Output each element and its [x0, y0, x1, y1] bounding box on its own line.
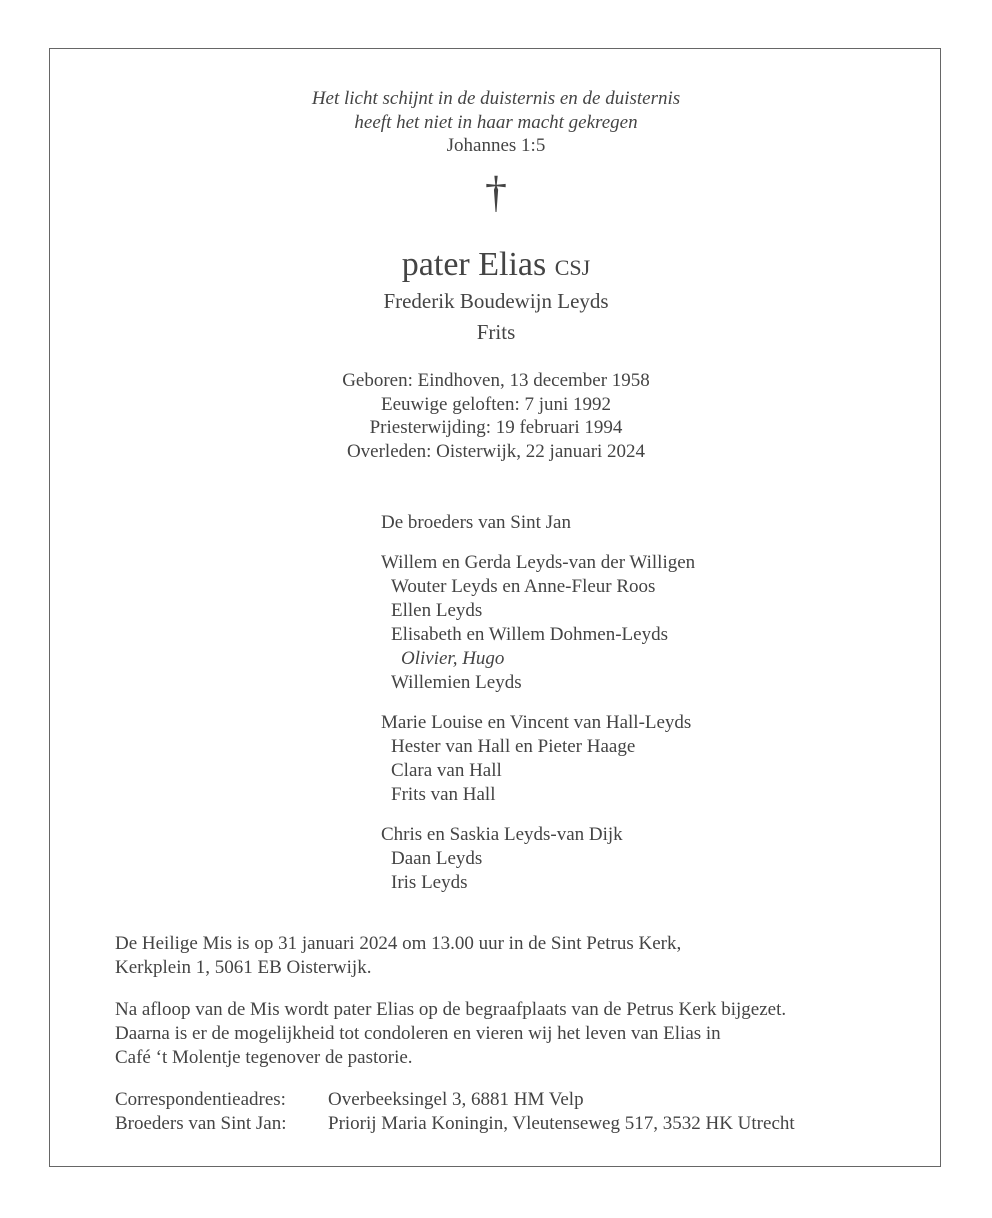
date-line: Geboren: Eindhoven, 13 december 1958	[342, 370, 650, 391]
nickname: Frits	[476, 320, 516, 344]
family-member: Chris en Saskia Leyds-van Dijk	[381, 824, 623, 845]
family-member: Clara van Hall	[391, 760, 502, 781]
family-member: Marie Louise en Vincent van Hall-Leyds	[381, 712, 692, 733]
family-list	[381, 511, 695, 911]
family-member: Willem en Gerda Leyds-van der Willigen	[381, 552, 696, 573]
deceased-name: pater Elias	[401, 246, 547, 283]
mass-line: De Heilige Mis is op 31 januari 2024 om 13.00 uur in de Sint Petrus Kerk,	[115, 933, 682, 954]
family-member: Ellen Leyds	[391, 600, 483, 621]
family-member: De broeders van Sint Jan	[381, 512, 571, 533]
quote-line: Het licht schijnt in de duisternis en de duisternis	[311, 88, 681, 109]
family-member: Willemien Leyds	[391, 672, 522, 693]
deceased-title	[0, 243, 992, 290]
family-member: Wouter Leyds en Anne-Fleur Roos	[391, 576, 656, 597]
cross-icon: †	[485, 168, 507, 217]
burial-line: Café ‘t Molentje tegenover de pastorie.	[115, 1047, 413, 1068]
burial-info	[115, 998, 795, 1070]
life-dates	[0, 369, 992, 463]
family-group	[381, 551, 695, 695]
order-suffix: CSJ	[554, 255, 591, 280]
bible-quote	[0, 87, 992, 158]
family-member: Olivier, Hugo	[401, 648, 505, 669]
family-member: Elisabeth en Willem Dohmen-Leyds	[391, 624, 668, 645]
family-member: Frits van Hall	[391, 784, 496, 805]
family-group	[381, 823, 695, 895]
mass-line: Kerkplein 1, 5061 EB Oisterwijk.	[115, 957, 372, 978]
deceased-names	[0, 286, 992, 348]
family-member: Iris Leyds	[391, 872, 468, 893]
full-name: Frederik Boudewijn Leyds	[383, 289, 609, 313]
date-line: Eeuwige geloften: 7 juni 1992	[380, 393, 612, 415]
address-value: Priorij Maria Koningin, Vleutenseweg 517, 3532 HK Utrecht	[328, 1113, 795, 1134]
family-group	[381, 711, 695, 807]
family-member: Hester van Hall en Pieter Haage	[391, 736, 636, 757]
address-row	[115, 1088, 795, 1112]
date-line: Priesterwijding: 19 februari 1994	[369, 417, 623, 438]
family-group	[381, 511, 695, 535]
address-value: Overbeeksingel 3, 6881 HM Velp	[328, 1089, 584, 1110]
date-line: Overleden: Oisterwijk, 22 januari 2024	[346, 440, 646, 462]
burial-line: Daarna is er de mogelijkheid tot condoleren en vieren wij het leven van Elias in	[115, 1023, 721, 1044]
address-row	[115, 1112, 795, 1136]
addresses	[115, 1088, 795, 1136]
service-info	[115, 932, 795, 1136]
quote-source: Johannes 1:5	[446, 135, 546, 156]
burial-line: Na afloop van de Mis wordt pater Elias op de begraafplaats van de Petrus Kerk bijgezet.	[115, 999, 787, 1020]
address-label: Broeders van Sint Jan:	[115, 1113, 287, 1134]
mass-info	[115, 932, 795, 980]
address-label: Correspondentieadres:	[115, 1089, 286, 1110]
quote-line: heeft het niet in haar macht gekregen	[354, 111, 638, 133]
family-member: Daan Leyds	[391, 848, 483, 869]
